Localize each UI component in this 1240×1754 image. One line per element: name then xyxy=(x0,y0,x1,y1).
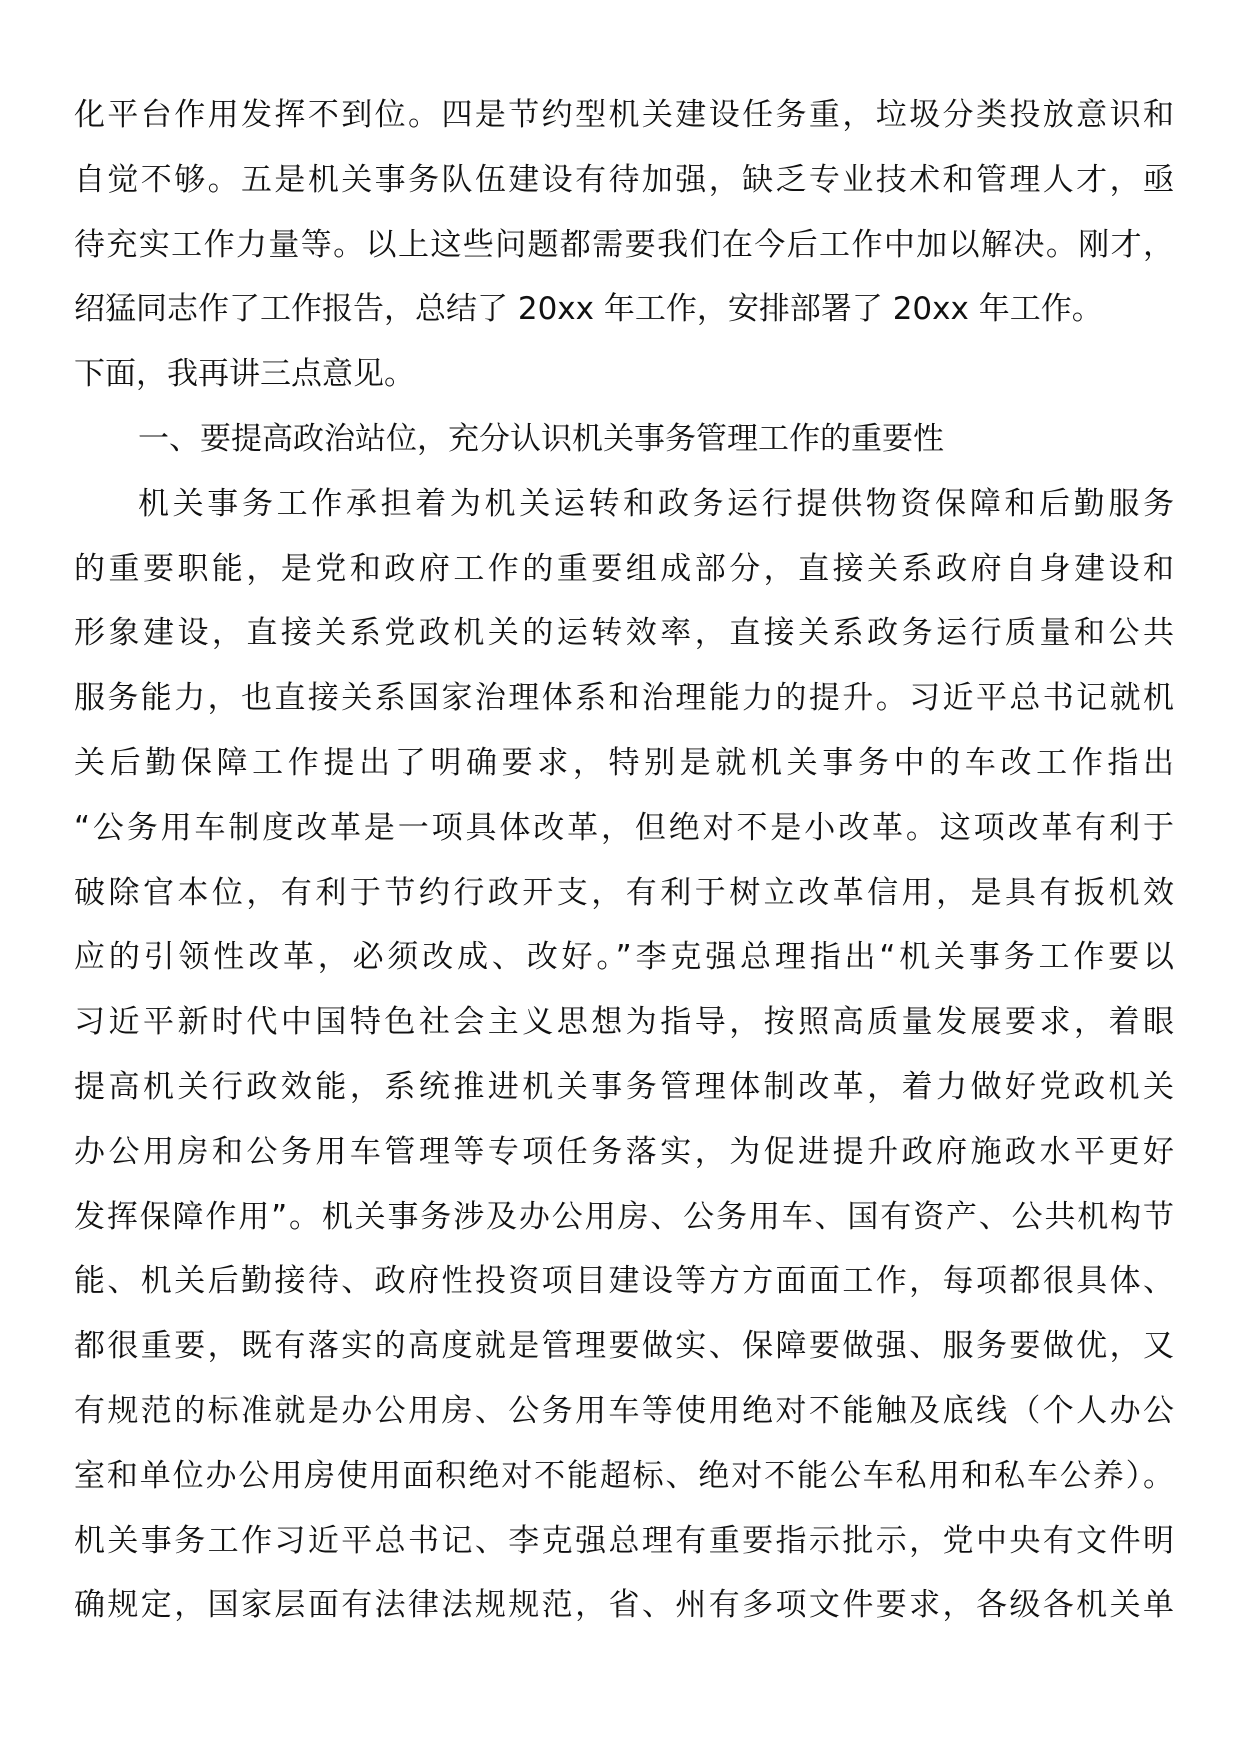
paragraph-first-line: 机关事务工作承担着为机关运转和政务运行提供物资保障和后勤服务 xyxy=(138,485,1174,522)
text-line: 应的引领性改革，必须改成、改好。”李克强总理指出“机关事务工作要以 xyxy=(74,939,1174,976)
text-line: 习近平新时代中国特色社会主义思想为指导，按照高质量发展要求，着眼 xyxy=(74,1004,1174,1041)
text-line: 有规范的标准就是办公用房、公务用车等使用绝对不能触及底线（个人办公 xyxy=(74,1392,1174,1429)
text-line: 能、机关后勤接待、政府性投资项目建设等方方面面工作，每项都很具体、 xyxy=(74,1263,1174,1300)
text-line: 绍猛同志作了工作报告，总结了 20xx 年工作，安排部署了 20xx 年工作。 xyxy=(74,291,1103,328)
text-line: 提高机关行政效能，系统推进机关事务管理体制改革，着力做好党政机关 xyxy=(74,1068,1174,1105)
text-line: 破除官本位，有利于节约行政开支，有利于树立改革信用，是具有扳机效 xyxy=(74,874,1174,911)
text-line: 都很重要，既有落实的高度就是管理要做实、保障要做强、服务要做优，又 xyxy=(74,1328,1174,1365)
text-line: 化平台作用发挥不到位。四是节约型机关建设任务重，垃圾分类投放意识和 xyxy=(74,97,1174,133)
text-line: “公务用车制度改革是一项具体改革，但绝对不是小改革。这项改革有利于 xyxy=(74,809,1174,846)
text-line: 确规定，国家层面有法律法规规范，省、州有多项文件要求，各级各机关单 xyxy=(74,1587,1174,1624)
text-line: 关后勤保障工作提出了明确要求，特别是就机关事务中的车改工作指出 xyxy=(74,744,1174,781)
body-text xyxy=(74,83,1174,1638)
text-line: 待充实工作力量等。以上这些问题都需要我们在今后工作中加以解决。刚才， xyxy=(74,226,1174,263)
text-line: 下面，我再讲三点意见。 xyxy=(74,356,415,393)
text-line: 发挥保障作用”。机关事务涉及办公用房、公务用车、国有资产、公共机构节 xyxy=(74,1198,1174,1235)
text-line: 自觉不够。五是机关事务队伍建设有待加强，缺乏专业技术和管理人才，亟 xyxy=(74,161,1174,198)
section-heading: 一、要提高政治站位，充分认识机关事务管理工作的重要性 xyxy=(138,420,944,457)
text-line: 的重要职能，是党和政府工作的重要组成部分，直接关系政府自身建设和 xyxy=(74,550,1174,587)
text-line: 机关事务工作习近平总书记、李克强总理有重要指示批示，党中央有文件明 xyxy=(74,1522,1174,1559)
text-line: 服务能力，也直接关系国家治理体系和治理能力的提升。习近平总书记就机 xyxy=(74,680,1174,717)
text-line: 形象建设，直接关系党政机关的运转效率，直接关系政务运行质量和公共 xyxy=(74,615,1174,652)
text-line: 室和单位办公用房使用面积绝对不能超标、绝对不能公车私用和私车公养）。 xyxy=(74,1457,1174,1494)
text-line: 办公用房和公务用车管理等专项任务落实，为促进提升政府施政水平更好 xyxy=(74,1133,1174,1170)
